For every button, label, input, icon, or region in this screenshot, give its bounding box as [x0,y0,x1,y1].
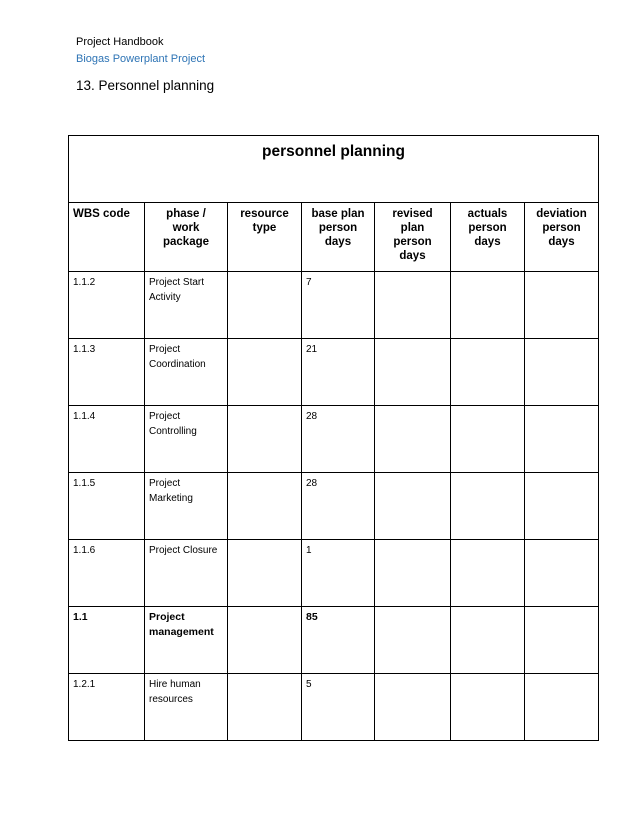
cell-base: 21 [302,339,375,406]
cell-deviation [525,473,599,540]
cell-revised [375,540,451,607]
column-header-actuals: actuals person days [451,203,525,272]
cell-wbs: 1.1.2 [69,272,145,339]
cell-deviation [525,540,599,607]
cell-base: 28 [302,406,375,473]
cell-resource [228,272,302,339]
cell-revised [375,607,451,674]
table-row [69,339,599,406]
cell-deviation [525,272,599,339]
cell-actuals [451,607,525,674]
cell-revised [375,473,451,540]
cell-deviation [525,406,599,473]
table-row [69,406,599,473]
cell-wbs: 1.1 [69,607,145,674]
cell-revised [375,674,451,741]
cell-base: 85 [302,607,375,674]
cell-revised [375,272,451,339]
cell-phase: Project Closure [145,540,228,607]
column-header-deviation: deviation person days [525,203,599,272]
cell-phase: Project Start Activity [145,272,228,339]
cell-resource [228,540,302,607]
cell-phase: Project management [145,607,228,674]
table-row [69,674,599,741]
column-header-phase: phase / work package [145,203,228,272]
section-title: 13. Personnel planning [76,78,215,93]
cell-resource [228,607,302,674]
cell-wbs: 1.1.3 [69,339,145,406]
cell-deviation [525,674,599,741]
table-row [69,272,599,339]
cell-actuals [451,674,525,741]
cell-phase: Project Coordination [145,339,228,406]
cell-actuals [451,406,525,473]
table-title-row [69,136,599,203]
table-title-cell [69,136,599,203]
cell-wbs: 1.2.1 [69,674,145,741]
cell-base: 5 [302,674,375,741]
cell-resource [228,674,302,741]
table-title: personnel planning [262,143,405,160]
personnel-planning-table [68,135,599,741]
table-row [69,540,599,607]
cell-phase: Hire human resources [145,674,228,741]
document-header-project: Biogas Powerplant Project [76,53,206,65]
cell-base: 7 [302,272,375,339]
cell-resource [228,339,302,406]
column-header-base-plan: base plan person days [302,203,375,272]
cell-actuals [451,339,525,406]
table-row [69,473,599,540]
cell-resource [228,473,302,540]
cell-wbs: 1.1.5 [69,473,145,540]
cell-wbs: 1.1.4 [69,406,145,473]
cell-actuals [451,272,525,339]
cell-revised [375,339,451,406]
cell-actuals [451,540,525,607]
cell-deviation [525,339,599,406]
cell-resource [228,406,302,473]
cell-phase: Project Controlling [145,406,228,473]
table-row [69,607,599,674]
column-header-revised-plan: revised plan person days [375,203,451,272]
table-body [69,272,599,741]
cell-base: 1 [302,540,375,607]
cell-revised [375,406,451,473]
column-header-wbs-code: WBS code [69,203,145,272]
cell-wbs: 1.1.6 [69,540,145,607]
column-header-resource-type: resource type [228,203,302,272]
cell-phase: Project Marketing [145,473,228,540]
cell-actuals [451,473,525,540]
cell-base: 28 [302,473,375,540]
cell-deviation [525,607,599,674]
table-header-row [69,203,599,272]
document-header-title: Project Handbook [76,36,164,48]
